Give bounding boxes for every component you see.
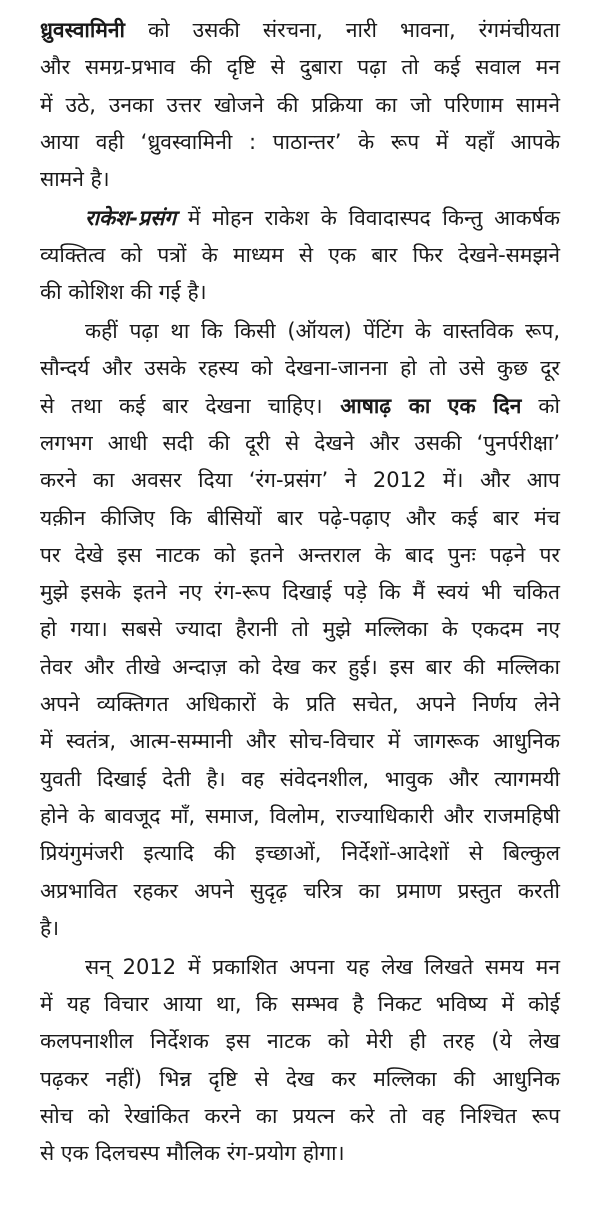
text-line: सामने है। bbox=[40, 167, 110, 191]
text-line: कहीं पढ़ा था कि किसी (ऑयल) पेंटिंग के वास्तविक रूप, bbox=[85, 319, 560, 343]
text-line: की कोशिश की गई है। bbox=[40, 280, 207, 304]
text-line: अप्रभावित रहकर अपने सुदृढ़ चरित्र का प्रमाण प्रस्तुत करती bbox=[40, 879, 560, 903]
text-line: में स्वतंत्र, आत्म-सम्मानी और सोच-विचार में जागरूक आधुनिक bbox=[40, 729, 560, 753]
title-dhruvswamini: ध्रुवस्वामिनी bbox=[40, 18, 125, 42]
text-line: और समग्र-प्रभाव की दृष्टि से दुबारा पढ़ा तो कई सवाल मन bbox=[40, 55, 560, 79]
text-line: कलपनाशील निर्देशक इस नाटक को मेरी ही तरह (ये लेख bbox=[40, 1029, 560, 1053]
title-rakesh-prasang: राकेश-प्रसंग bbox=[85, 206, 177, 230]
text-line: सौन्दर्य और उसके रहस्य को देखना-जानना हो तो उसे कुछ दूर bbox=[40, 356, 560, 380]
text-line: सन् 2012 में प्रकाशित अपना यह लेख लिखते समय मन bbox=[85, 955, 560, 979]
text-line: पढ़कर नहीं) भिन्न दृष्टि से देख कर मल्लिका की आधुनिक bbox=[40, 1067, 560, 1091]
text-line: सोच को रेखांकित करने का प्रयत्न करे तो वह निश्चित रूप bbox=[40, 1104, 560, 1128]
text-line: मुझे इसके इतने नए रंग-रूप दिखाई पड़े कि मैं स्वयं भी चकित bbox=[40, 580, 560, 604]
text-line: लगभग आधी सदी की दूरी से देखने और उसकी ‘पुनर्परीक्षा’ bbox=[40, 431, 560, 455]
text-line: ध्रुवस्वामिनी को उसकी संरचना, नारी भावना, रंगमंचीयता bbox=[40, 18, 560, 42]
text-line: पर देखे इस नाटक को इतने अन्तराल के बाद पुनः पढ़ने पर bbox=[40, 543, 560, 567]
text-line: है। bbox=[40, 916, 60, 940]
text-line: युवती दिखाई देती है। वह संवेदनशील, भावुक और त्यागमयी bbox=[40, 767, 560, 791]
text-line: राकेश-प्रसंग में मोहन राकेश के विवादास्पद किन्तु आकर्षक bbox=[85, 206, 560, 230]
text-line: व्यक्तित्व को पत्रों के माध्यम से एक बार फिर देखने-समझने bbox=[40, 243, 560, 267]
text-line: आया वही ‘ध्रुवस्वामिनी : पाठान्तर’ के रूप में यहाँ आपके bbox=[40, 130, 560, 154]
text-line: होने के बावजूद माँ, समाज, विलोम, राज्याधिकारी और राजमहिषी bbox=[40, 804, 560, 828]
text-line: में उठे, उनका उत्तर खोजने की प्रक्रिया का जो परिणाम सामने bbox=[40, 93, 560, 117]
text-line: अपने व्यक्तिगत अधिकारों के प्रति सचेत, अपने निर्णय लेने bbox=[40, 692, 560, 716]
text-line: में यह विचार आया था, कि सम्भव है निकट भविष्य में कोई bbox=[40, 992, 560, 1016]
text-line: तेवर और तीखे अन्दाज़ को देख कर हुई। इस बार की मल्लिका bbox=[40, 655, 560, 679]
text-line: करने का अवसर दिया ‘रंग-प्रसंग’ ने 2012 में। और आप bbox=[40, 468, 560, 492]
text-line: प्रियंगुमंजरी इत्यादि की इच्छाओं, निर्देशों-आदेशों से बिल्कुल bbox=[40, 841, 560, 865]
text-line: हो गया। सबसे ज्यादा हैरानी तो मुझे मल्लिका के एकदम नए bbox=[40, 617, 560, 641]
text-line: से तथा कई बार देखना चाहिए। आषाढ़ का एक दिन को bbox=[40, 394, 560, 418]
title-ashadh-ka-ek-din: आषाढ़ का एक दिन bbox=[322, 394, 522, 418]
text-line: से एक दिलचस्प मौलिक रंग-प्रयोग होगा। bbox=[40, 1141, 345, 1165]
text-line: यक़ीन कीजिए कि बीसियों बार पढ़े-पढ़ाए और कई बार मंच bbox=[40, 506, 560, 530]
